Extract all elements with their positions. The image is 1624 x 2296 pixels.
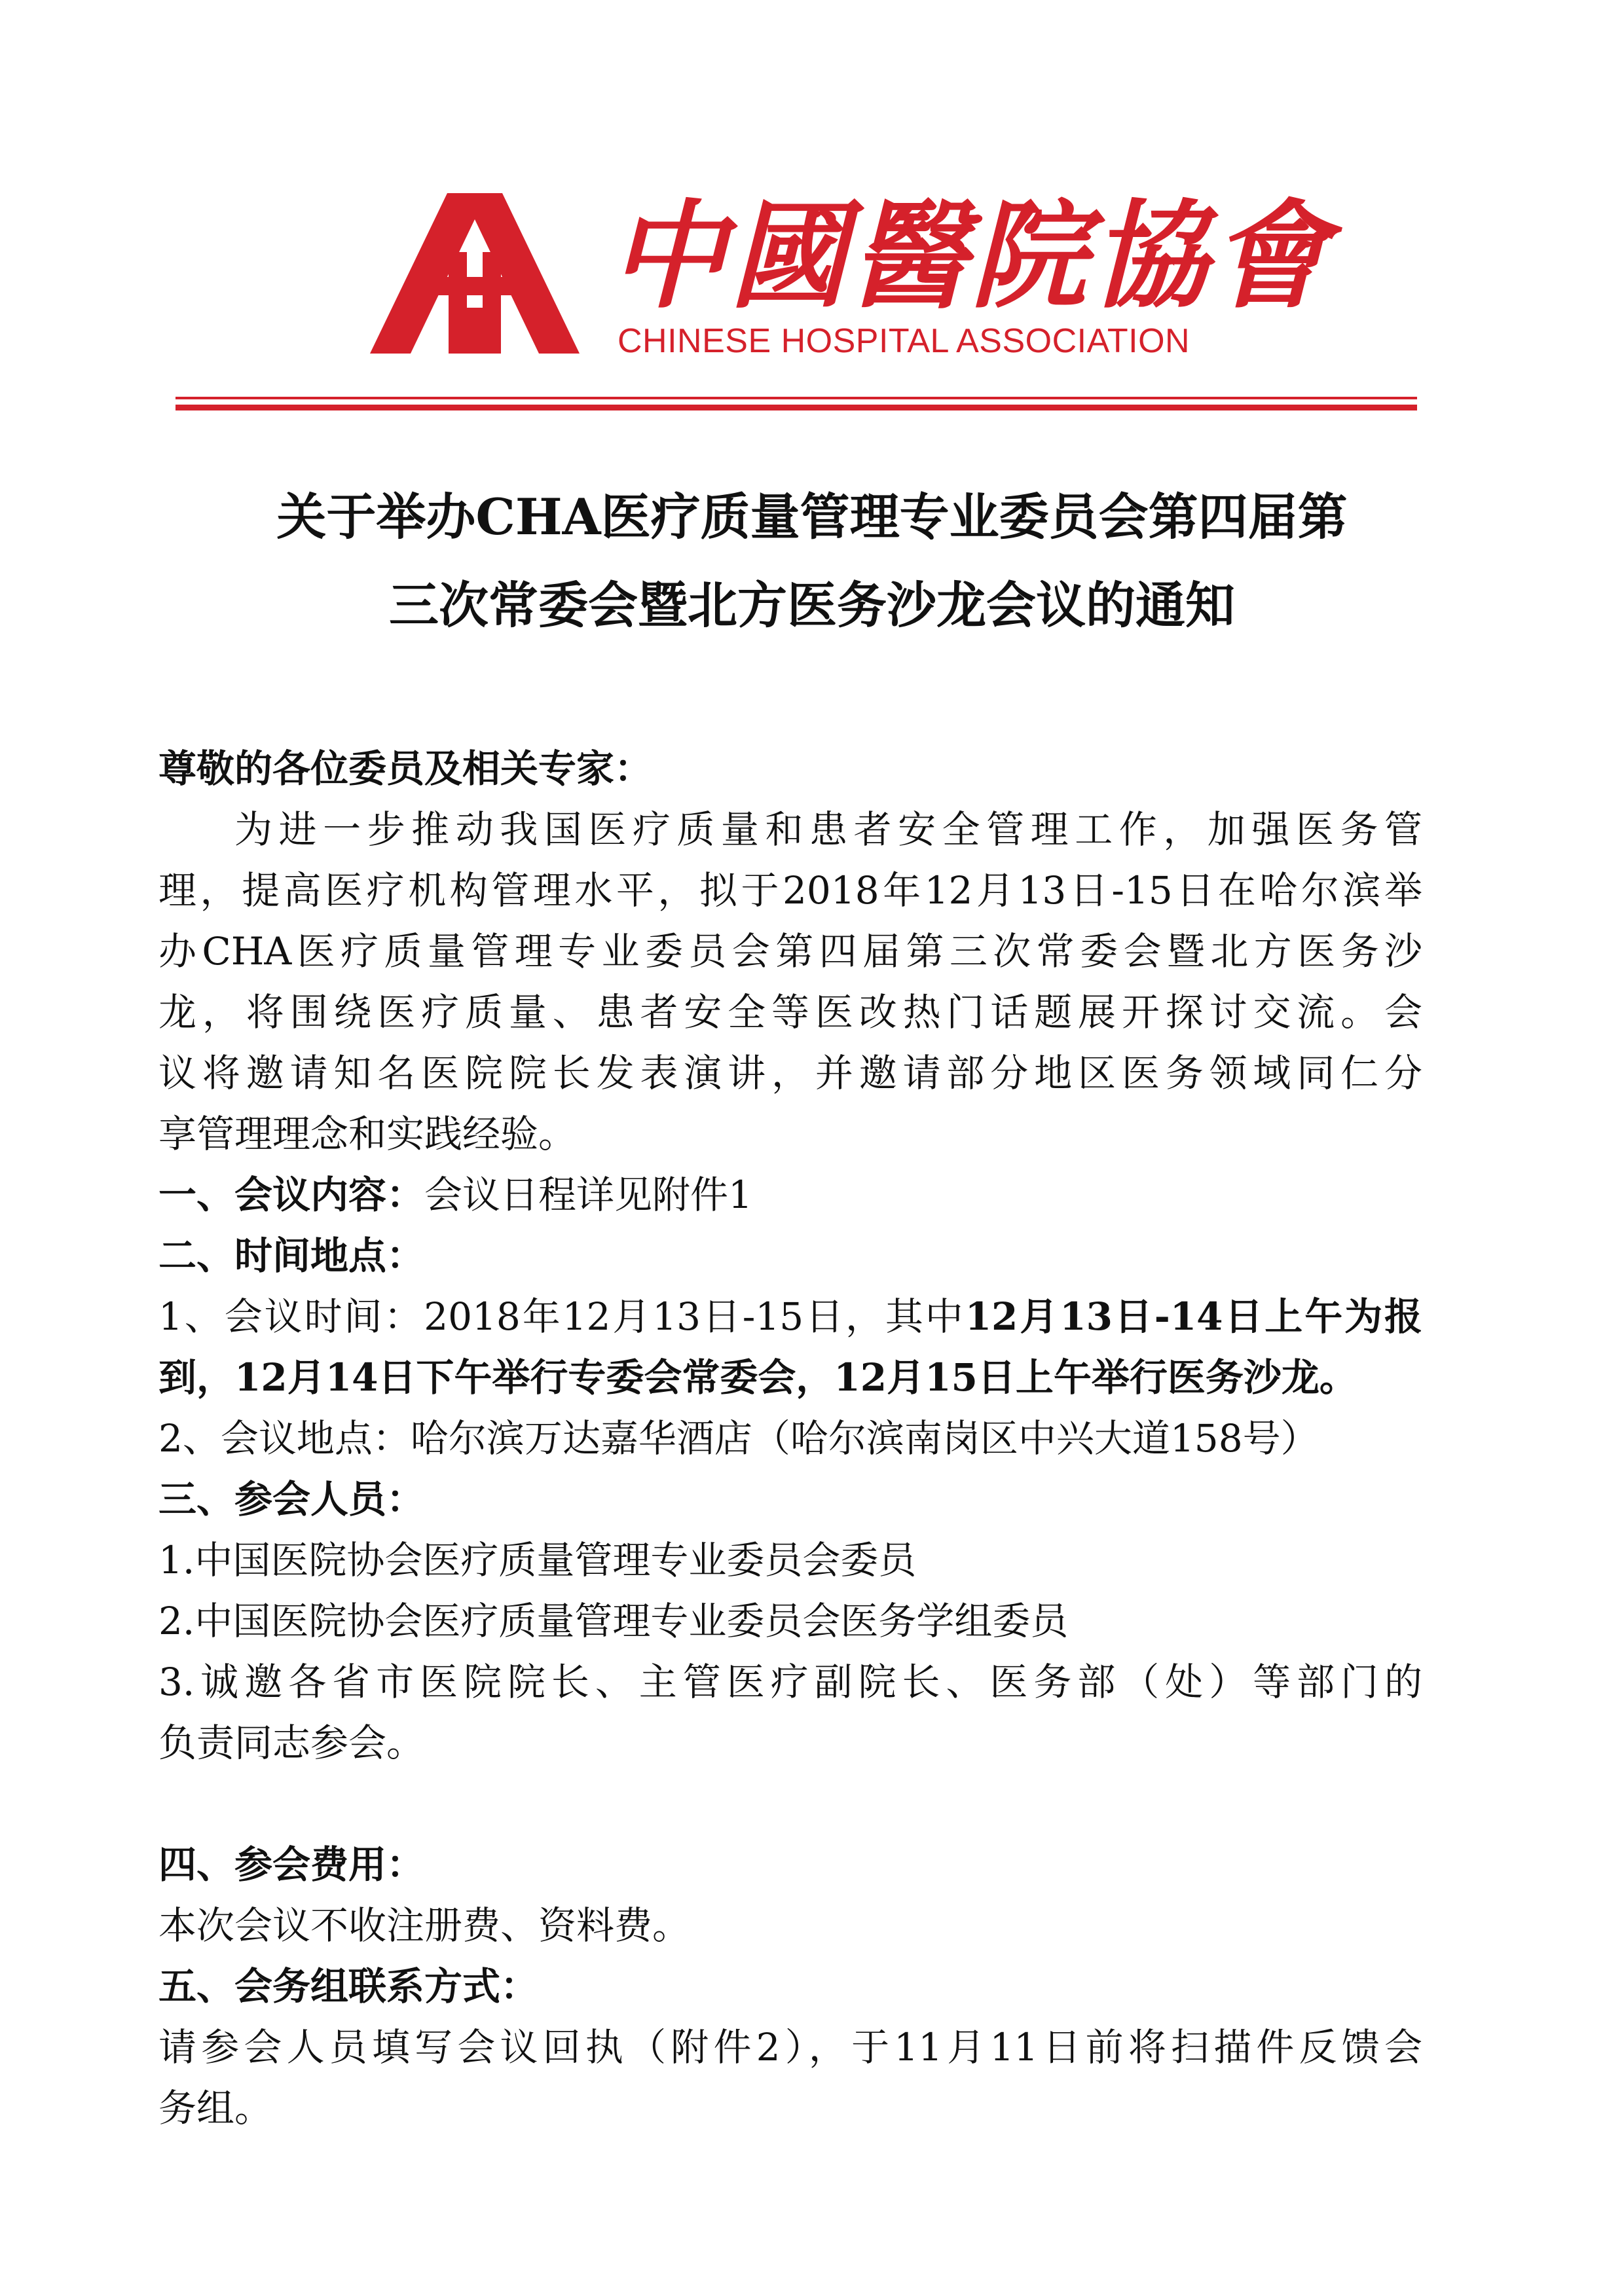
section-heading: 四、参会费用： xyxy=(158,1842,425,1887)
contact-line: 请参会人员填写会议回执（附件2），于11月11日前将扫描件反馈会 xyxy=(158,2025,1422,2069)
paragraph-gap xyxy=(158,1774,1422,1834)
attendee-item: 2.中国医院协会医疗质量管理专业委员会医务学组委员 xyxy=(158,1599,1069,1643)
meeting-time-prefix: 1、会议时间：2018年12月13日-15日，其中 xyxy=(158,1294,965,1339)
intro-line: 为进一步推动我国医疗质量和患者安全管理工作，加强医务管 xyxy=(234,807,1422,852)
cha-logo-icon xyxy=(370,193,580,354)
section-heading: 一、会议内容： xyxy=(158,1173,425,1217)
section-heading: 二、时间地点： xyxy=(158,1233,425,1278)
fee-text: 本次会议不收注册费、资料费。 xyxy=(158,1903,691,1948)
meeting-time-bold: 12月13日-14日上午为报 xyxy=(965,1294,1423,1339)
meeting-venue: 2、会议地点：哈尔滨万达嘉华酒店（哈尔滨南岗区中兴大道158号） xyxy=(158,1416,1319,1461)
section-heading: 三、参会人员： xyxy=(158,1477,425,1522)
intro-line: 议将邀请知名医院院长发表演讲，并邀请部分地区医务领域同仁分 xyxy=(158,1051,1422,1095)
attendee-item: 3.诚邀各省市医院院长、主管医疗副院长、医务部（处）等部门的 xyxy=(158,1660,1422,1704)
section-text: 会议日程详见附件1 xyxy=(424,1173,752,1217)
notice-body xyxy=(158,738,1422,2139)
section-heading: 五、会务组联系方式： xyxy=(158,1964,539,2009)
attendee-item: 1.中国医院协会医疗质量管理专业委员会委员 xyxy=(158,1538,917,1582)
intro-line: 享管理理念和实践经验。 xyxy=(158,1112,577,1156)
org-name-english: CHINESE HOSPITAL ASSOCIATION xyxy=(618,322,1190,360)
notice-title-line-2: 三次常委会暨北方医务沙龙会议的通知 xyxy=(389,576,1235,634)
org-name-chinese: 中國醫院協會 xyxy=(609,187,1332,324)
contact-line: 务组。 xyxy=(158,2086,273,2130)
intro-line: 办CHA医疗质量管理专业委员会第四届第三次常委会暨北方医务沙 xyxy=(158,929,1422,974)
intro-line: 理，提高医疗机构管理水平，拟于2018年12月13日-15日在哈尔滨举 xyxy=(158,868,1422,913)
notice-title-line-1: 关于举办CHA医疗质量管理专业委员会第四届第 xyxy=(276,488,1348,546)
letterhead-rule-thick xyxy=(175,405,1417,410)
meeting-time-line xyxy=(158,1286,1422,1347)
attendee-item: 负责同志参会。 xyxy=(158,1721,425,1765)
letterhead-rule-thin xyxy=(175,397,1417,399)
intro-line: 龙，将围绕医疗质量、患者安全等医改热门话题展开探讨交流。会 xyxy=(158,990,1422,1034)
salutation: 尊敬的各位委员及相关专家： xyxy=(158,746,653,791)
meeting-time-bold-line: 到，12月14日下午举行专委会常委会，12月15日上午举行医务沙龙。 xyxy=(158,1355,1357,1400)
section-meeting-content xyxy=(158,1165,1422,1226)
